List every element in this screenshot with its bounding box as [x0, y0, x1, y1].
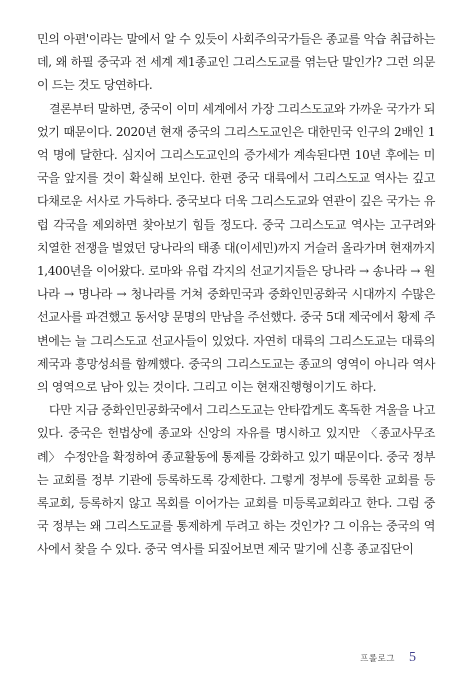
page-footer	[360, 650, 416, 666]
body-text	[37, 28, 435, 562]
section-label: 프롤로그	[360, 654, 395, 664]
paragraph-3: 다만 지금 중화인민공화국에서 그리스도교는 안타깝게도 혹독한 겨울을 나고 있다. 중국은 헌법상에 종교와 신앙의 자유를 명시하고 있지만 〈종교사무조례〉 수정안을 확정하여 종교활동에 통제를 강화하고 있기 때문이다. 중국 정부는 교회를 정부 기관에 등록하도록 강제한다. 그렇게 정부에 등록한 교회를 등록교회, 등록하지 않고 목회를 이어가는 교회를 미등록교회라고 한다. 그럼 중국 정부는 왜 그리스도교를 통제하게 두려고 하는 것인가? 그 이유는 중국의 역사에서 찾을 수 있다. 중국 역사를 되짚어보면 제국 말기에 신흥 종교집단이	[37, 403, 435, 557]
paragraph-1: 민의 아편'이라는 말에서 알 수 있듯이 사회주의국가들은 종교를 악습 취급하는데, 왜 하필 중국과 전 세계 제1종교인 그리스도교를 엮는단 말인가? 그런 의문이 드는 것도 당연하다.	[37, 32, 435, 93]
paragraph-2: 결론부터 말하면, 중국이 이미 세계에서 가장 그리스도교와 가까운 국가가 되었기 때문이다. 2020년 현재 중국의 그리스도교인은 대한민국 인구의 2배인 1억 명에 달한다. 심지어 그리스도교인의 증가세가 계속된다면 10년 후에는 미국을 앞지를 것이 확실해 보인다. 한편 중국 대륙에서 그리스도교 역사는 깊고 다채로운 서사로 가득하다. 중국보다 더욱 그리스도교와 연관이 깊은 국가는 유럽 각국을 제외하면 찾아보기 힘들 정도다. 중국 그리스도교 역사는 고구려와 치열한 전쟁을 벌였던 당나라의 태종 대(이세민)까지 거슬러 올라가며 현재까지 1,400년을 이어왔다. 로마와 유럽 각지의 선교기지들은 당나라 → 송나라 → 원나라 → 명나라 → 청나라를 거쳐 중화민국과 중화인민공화국 시대까지 수많은 선교사를 파견했고 동서양 문명의 만남을 주선했다. 중국 5대 제국에서 황제 주변에는 늘 그리스도교 선교사들이 있었다. 자연히 대륙의 그리스도교는 대륙의 제국과 흥망성쇠를 함께했다. 중국의 그리스도교는 종교의 영역이 아니라 역사의 영역으로 남아 있는 것이다. 그리고 이는 현재진행형이기도 하다.	[37, 101, 435, 395]
page-number: 5	[409, 650, 416, 665]
